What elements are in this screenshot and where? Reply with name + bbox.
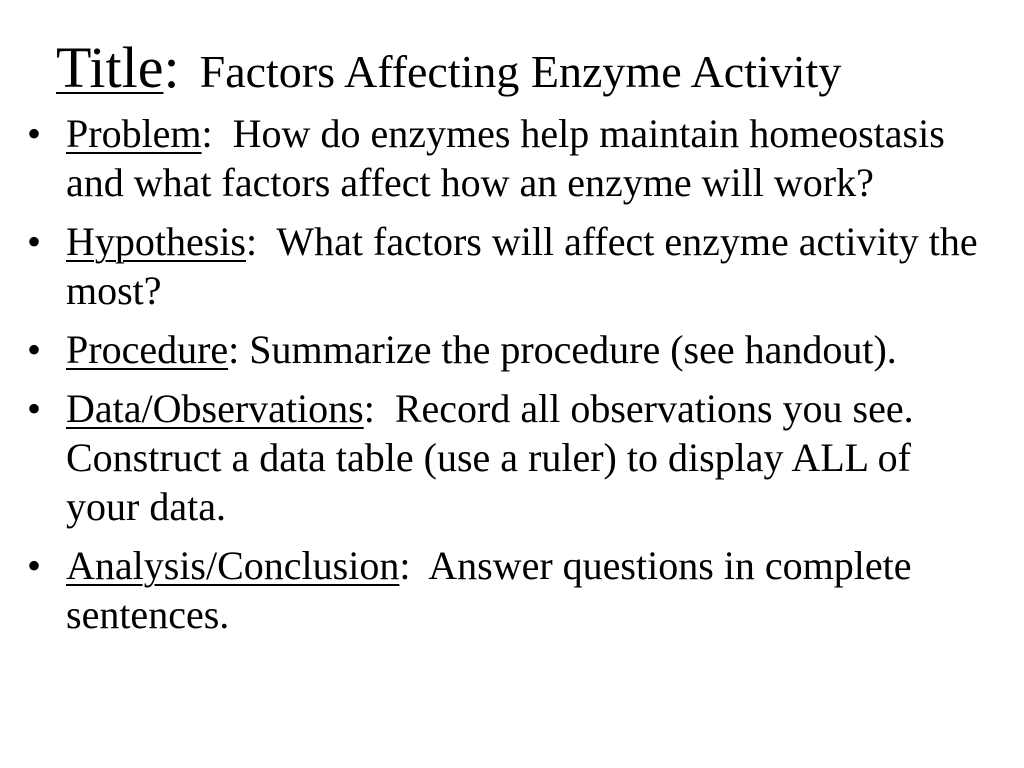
bullet-icon: • [27,219,42,264]
bullet-data-observations [0,384,1020,531]
title-text: Factors Affecting Enzyme Activity [199,46,842,97]
bullet-label-hypothesis: Hypothesis [66,219,246,264]
bullet-label-procedure: Procedure [66,327,229,372]
bullet-text-hypothesis: What factors will affect enzyme activity the most? [66,219,988,313]
bullet-procedure [0,325,1020,374]
title-label: Title [56,35,164,100]
bullet-icon: • [27,111,42,156]
bullet-separator: : [201,111,213,156]
bullet-text-data-observations: Record all observations you see. Construct a data table (use a ruler) to display ALL of your data. [66,386,934,529]
bullet-text-procedure: Summarize the procedure (see handout). [239,327,897,372]
bullet-separator: : [399,543,411,588]
bullet-separator: : [228,327,240,372]
bullet-icon: • [27,386,42,431]
bullet-text-analysis-conclusion: Answer questions in complete sentences. [66,543,922,637]
title-colon: : [163,35,180,100]
bullet-list [0,109,1020,649]
bullet-label-analysis-conclusion: Analysis/Conclusion [66,543,400,588]
slide-title [56,30,1016,121]
bullet-analysis-conclusion [0,541,1020,639]
bullet-icon: • [27,543,42,588]
bullet-separator: : [363,386,375,431]
bullet-problem [0,109,1020,207]
bullet-separator: : [246,219,258,264]
bullet-label-data-observations: Data/Observations [66,386,364,431]
bullet-icon: • [27,327,42,372]
bullet-hypothesis [0,217,1020,315]
bullet-label-problem: Problem [66,111,202,156]
bullet-text-problem: How do enzymes help maintain homeostasis and what factors affect how an enzyme will work? [66,111,955,205]
